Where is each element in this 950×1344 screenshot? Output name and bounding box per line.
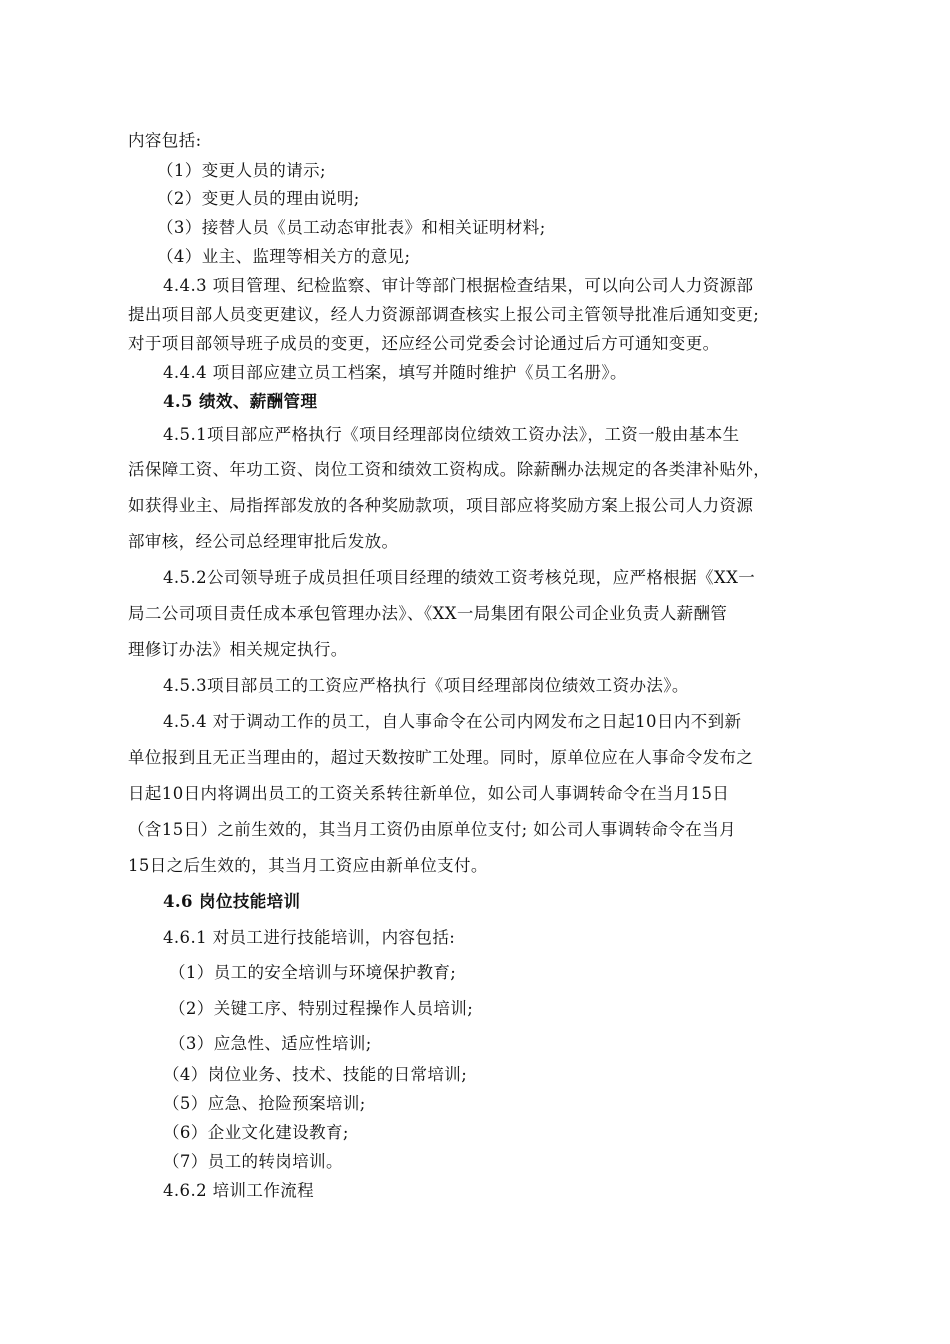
list-item-key-process-training: （2）关键工序、特别过程操作人员培训;: [169, 999, 474, 1018]
list-item-rescue-plan-training: （5）应急、抢险预案培训;: [163, 1094, 366, 1113]
list-item-replacement-approval: （3）接替人员《员工动态审批表》和相关证明材料;: [157, 218, 546, 237]
list-item-transfer-training: （7）员工的转岗培训。: [163, 1152, 343, 1171]
list-item-safety-training: （1）员工的安全培训与环境保护教育;: [169, 963, 457, 982]
list-item-stakeholder-opinion: （4）业主、监理等相关方的意见;: [157, 247, 411, 266]
paragraph-4-5-4: 4.5.4 对于调动工作的员工，自人事命令在公司内网发布之日起10日内不到新: [163, 712, 742, 731]
paragraph-4-4-3: 4.4.3 项目管理、纪检监察、审计等部门根据检查结果，可以向公司人力资源部: [163, 276, 754, 295]
paragraph-line: 对于项目部领导班子成员的变更，还应经公司党委会讨论通过后方可通知变更。: [128, 334, 720, 353]
list-item-change-reason: （2）变更人员的理由说明;: [157, 189, 360, 208]
paragraph-line: 提出项目部人员变更建议，经人力资源部调查核实上报公司主管领导批准后通知变更;: [128, 305, 760, 324]
list-item-change-request: （1）变更人员的请示;: [157, 161, 326, 180]
paragraph-line: （含15日）之前生效的，其当月工资仍由原单位支付; 如公司人事调转命令在当月: [128, 820, 736, 839]
paragraph-line: 理修订办法》相关规定执行。: [128, 640, 348, 659]
paragraph-4-6-2: 4.6.2 培训工作流程: [163, 1181, 315, 1200]
paragraph-4-5-3: 4.5.3项目部员工的工资应严格执行《项目经理部岗位绩效工资办法》。: [163, 676, 689, 695]
paragraph-line: 15日之后生效的，其当月工资应由新单位支付。: [128, 856, 488, 875]
list-item-emergency-training: （3）应急性、适应性培训;: [169, 1034, 372, 1053]
paragraph-line: 活保障工资、年功工资、岗位工资和绩效工资构成。除薪酬办法规定的各类津补贴外，: [128, 460, 771, 479]
paragraph-line: 单位报到且无正当理由的，超过天数按旷工处理。同时，原单位应在人事命令发布之: [128, 748, 754, 767]
list-item-daily-training: （4）岗位业务、技术、技能的日常培训;: [163, 1065, 468, 1084]
paragraph-line: 如获得业主、局指挥部发放的各种奖励款项，项目部应将奖励方案上报公司人力资源: [128, 496, 754, 515]
section-heading-4-5: 4.5 绩效、薪酬管理: [163, 392, 318, 411]
paragraph-line: 部审核，经公司总经理审批后发放。: [128, 532, 399, 551]
intro-line: 内容包括:: [128, 131, 202, 150]
paragraph-4-5-1: 4.5.1项目部应严格执行《项目经理部岗位绩效工资办法》，工资一般由基本生: [163, 425, 740, 444]
paragraph-line: 局二公司项目责任成本承包管理办法》、《XX一局集团有限公司企业负责人薪酬管: [128, 604, 728, 623]
section-heading-4-6: 4.6 岗位技能培训: [163, 892, 301, 911]
paragraph-4-5-2: 4.5.2公司领导班子成员担任项目经理的绩效工资考核兑现，应严格根据《XX一: [163, 568, 756, 587]
list-item-culture-education: （6）企业文化建设教育;: [163, 1123, 349, 1142]
paragraph-line: 日起10日内将调出员工的工资关系转往新单位，如公司人事调转命令在当月15日: [128, 784, 730, 803]
paragraph-4-4-4: 4.4.4 项目部应建立员工档案，填写并随时维护《员工名册》。: [163, 363, 627, 382]
paragraph-4-6-1: 4.6.1 对员工进行技能培训，内容包括:: [163, 928, 456, 947]
